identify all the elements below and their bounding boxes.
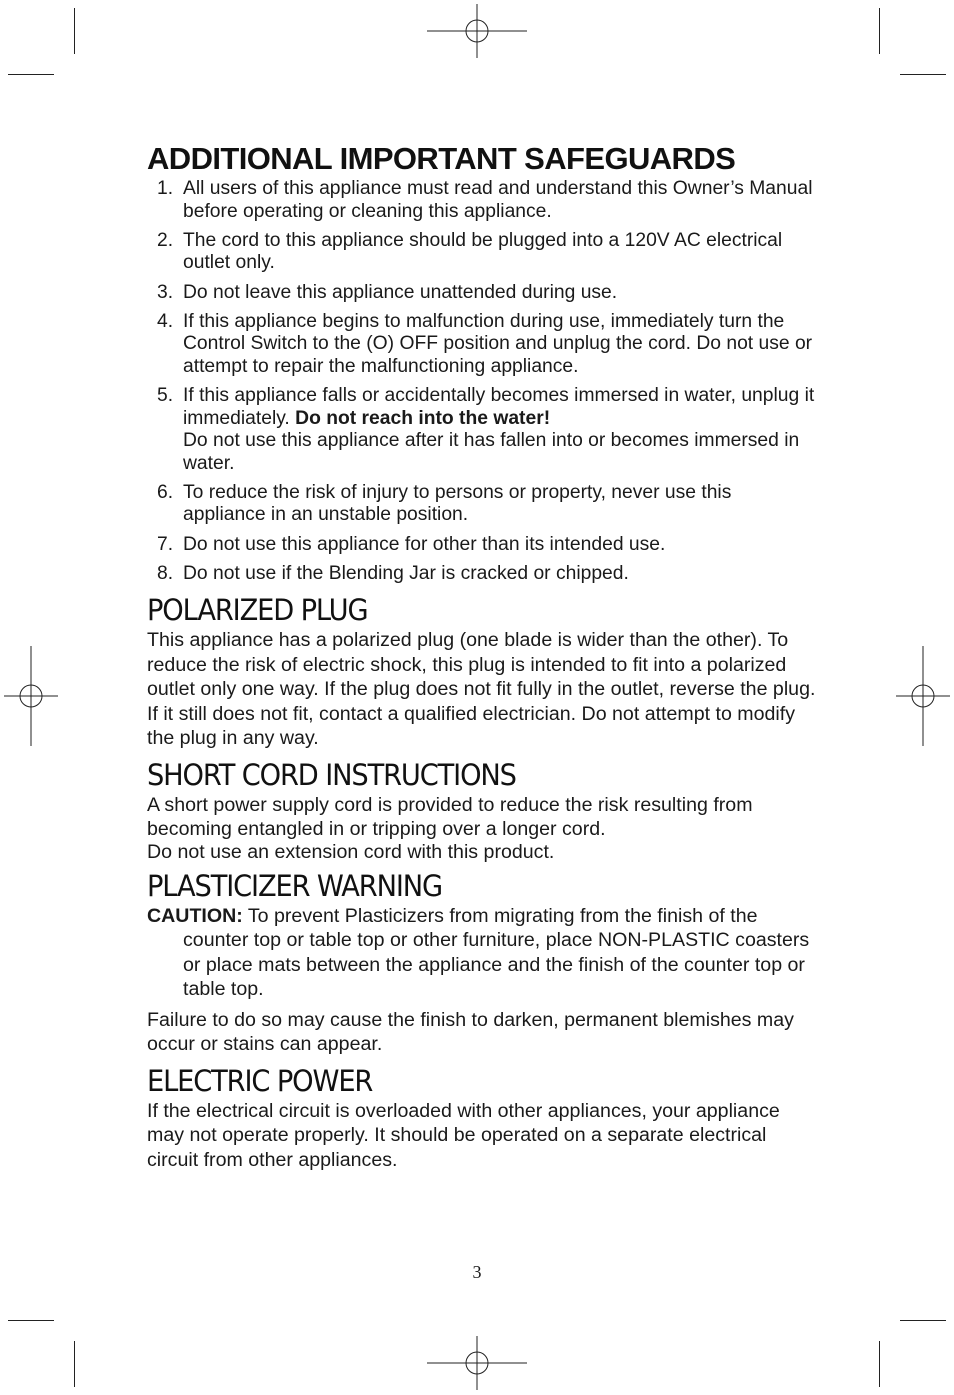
list-item bbox=[147, 311, 817, 379]
polarized-section bbox=[147, 592, 817, 751]
list-item bbox=[147, 230, 817, 275]
caution-label: CAUTION: bbox=[147, 904, 243, 927]
item-text: Do not use this appliance for other than its intended use. bbox=[183, 533, 666, 555]
item-number: 6. bbox=[157, 481, 174, 503]
item-text: The cord to this appliance should be plugged into a 120V AC electrical outlet only. bbox=[183, 229, 783, 274]
plasticizer-body: Failure to do so may cause the finish to darken, permanent blemishes may occur or stains can appear. bbox=[147, 1008, 794, 1056]
item-number: 8. bbox=[157, 563, 174, 585]
crop-mark bbox=[74, 8, 75, 54]
item-text: Do not leave this appliance unattended during use. bbox=[183, 281, 618, 303]
crop-mark bbox=[900, 1320, 946, 1321]
item-text: All users of this appliance must read and understand this Owner’s Manual before operating or cleaning this appliance. bbox=[183, 178, 813, 222]
item-text: Do not use if the Blending Jar is cracked or chipped. bbox=[183, 563, 629, 585]
caution-text: To prevent Plasticizers from migrating from the finish of the counter top or table top or other furniture, place NON-PLASTIC coasters or place mats between the appliance and the finish of the counter top or table top. bbox=[183, 904, 810, 1001]
list-item bbox=[147, 178, 817, 223]
registration-mark-icon bbox=[427, 1336, 527, 1390]
list-item bbox=[147, 282, 817, 305]
item-number: 3. bbox=[157, 281, 174, 303]
list-item bbox=[147, 482, 817, 527]
registration-mark-icon bbox=[4, 646, 58, 746]
crop-mark bbox=[879, 1341, 880, 1387]
plasticizer-section bbox=[147, 868, 817, 1057]
crop-mark bbox=[8, 1320, 54, 1321]
electric-body: If the electrical circuit is overloaded with other appliances, your appliance may not operate properly. It should be operated on a separate electrical circuit from other appliances. bbox=[147, 1099, 780, 1171]
registration-mark-icon bbox=[427, 4, 527, 58]
item-text: If this appliance begins to malfunction during use, immediately turn the Control Switch to the (O) OFF position and unplug the cord. Do not use or attempt to repair the malfunctioning appliance. bbox=[183, 310, 813, 377]
page-number: 3 bbox=[472, 1262, 482, 1282]
item-number: 7. bbox=[157, 533, 174, 555]
polarized-body: This appliance has a polarized plug (one blade is wider than the other). To reduce the risk of electric shock, this plug is intended to fit into a polarized outlet only one way. If the plug does not fit fully in the outlet, reverse the plug. If it still does not fit, contact a qualified electrician. Do not attempt to modify the plug in any way. bbox=[147, 629, 816, 750]
caution-paragraph bbox=[147, 904, 817, 1002]
short-cord-title: SHORT CORD INSTRUCTIONS bbox=[147, 757, 516, 792]
crop-mark bbox=[8, 74, 54, 75]
electric-section bbox=[147, 1063, 817, 1173]
registration-mark-icon bbox=[896, 646, 950, 746]
item-number: 4. bbox=[157, 310, 174, 332]
item-number: 2. bbox=[157, 229, 174, 251]
item-number: 1. bbox=[157, 178, 174, 199]
list-item bbox=[147, 534, 817, 557]
crop-mark bbox=[74, 1341, 75, 1387]
list-item bbox=[147, 385, 817, 475]
polarized-title: POLARIZED PLUG bbox=[147, 593, 368, 628]
short-cord-body: Do not use an extension cord with this product. bbox=[147, 840, 555, 863]
plasticizer-title: PLASTICIZER WARNING bbox=[147, 868, 443, 903]
safeguards-list bbox=[147, 178, 817, 586]
item-text: If this appliance falls or accidentally becomes immersed in water, unplug it immediately. bbox=[183, 385, 815, 429]
electric-title: ELECTRIC POWER bbox=[147, 1063, 373, 1098]
page-content bbox=[147, 140, 817, 1172]
list-item bbox=[147, 563, 817, 586]
crop-mark bbox=[900, 74, 946, 75]
item-number: 5. bbox=[157, 385, 174, 407]
safeguards-title: ADDITIONAL IMPORTANT SAFEGUARDS bbox=[147, 141, 736, 176]
item-text: Do not use this appliance after it has fallen into or becomes immersed in water. bbox=[183, 430, 800, 474]
item-text: To reduce the risk of injury to persons or property, never use this appliance in an unstable position. bbox=[183, 481, 732, 526]
short-cord-body: A short power supply cord is provided to reduce the risk resulting from becoming entangled in or tripping over a longer cord. bbox=[147, 793, 753, 841]
warning-emphasis: Do not reach into the water! bbox=[295, 407, 551, 429]
crop-mark bbox=[879, 8, 880, 54]
short-cord-section bbox=[147, 757, 817, 862]
safeguards-section bbox=[147, 140, 817, 586]
